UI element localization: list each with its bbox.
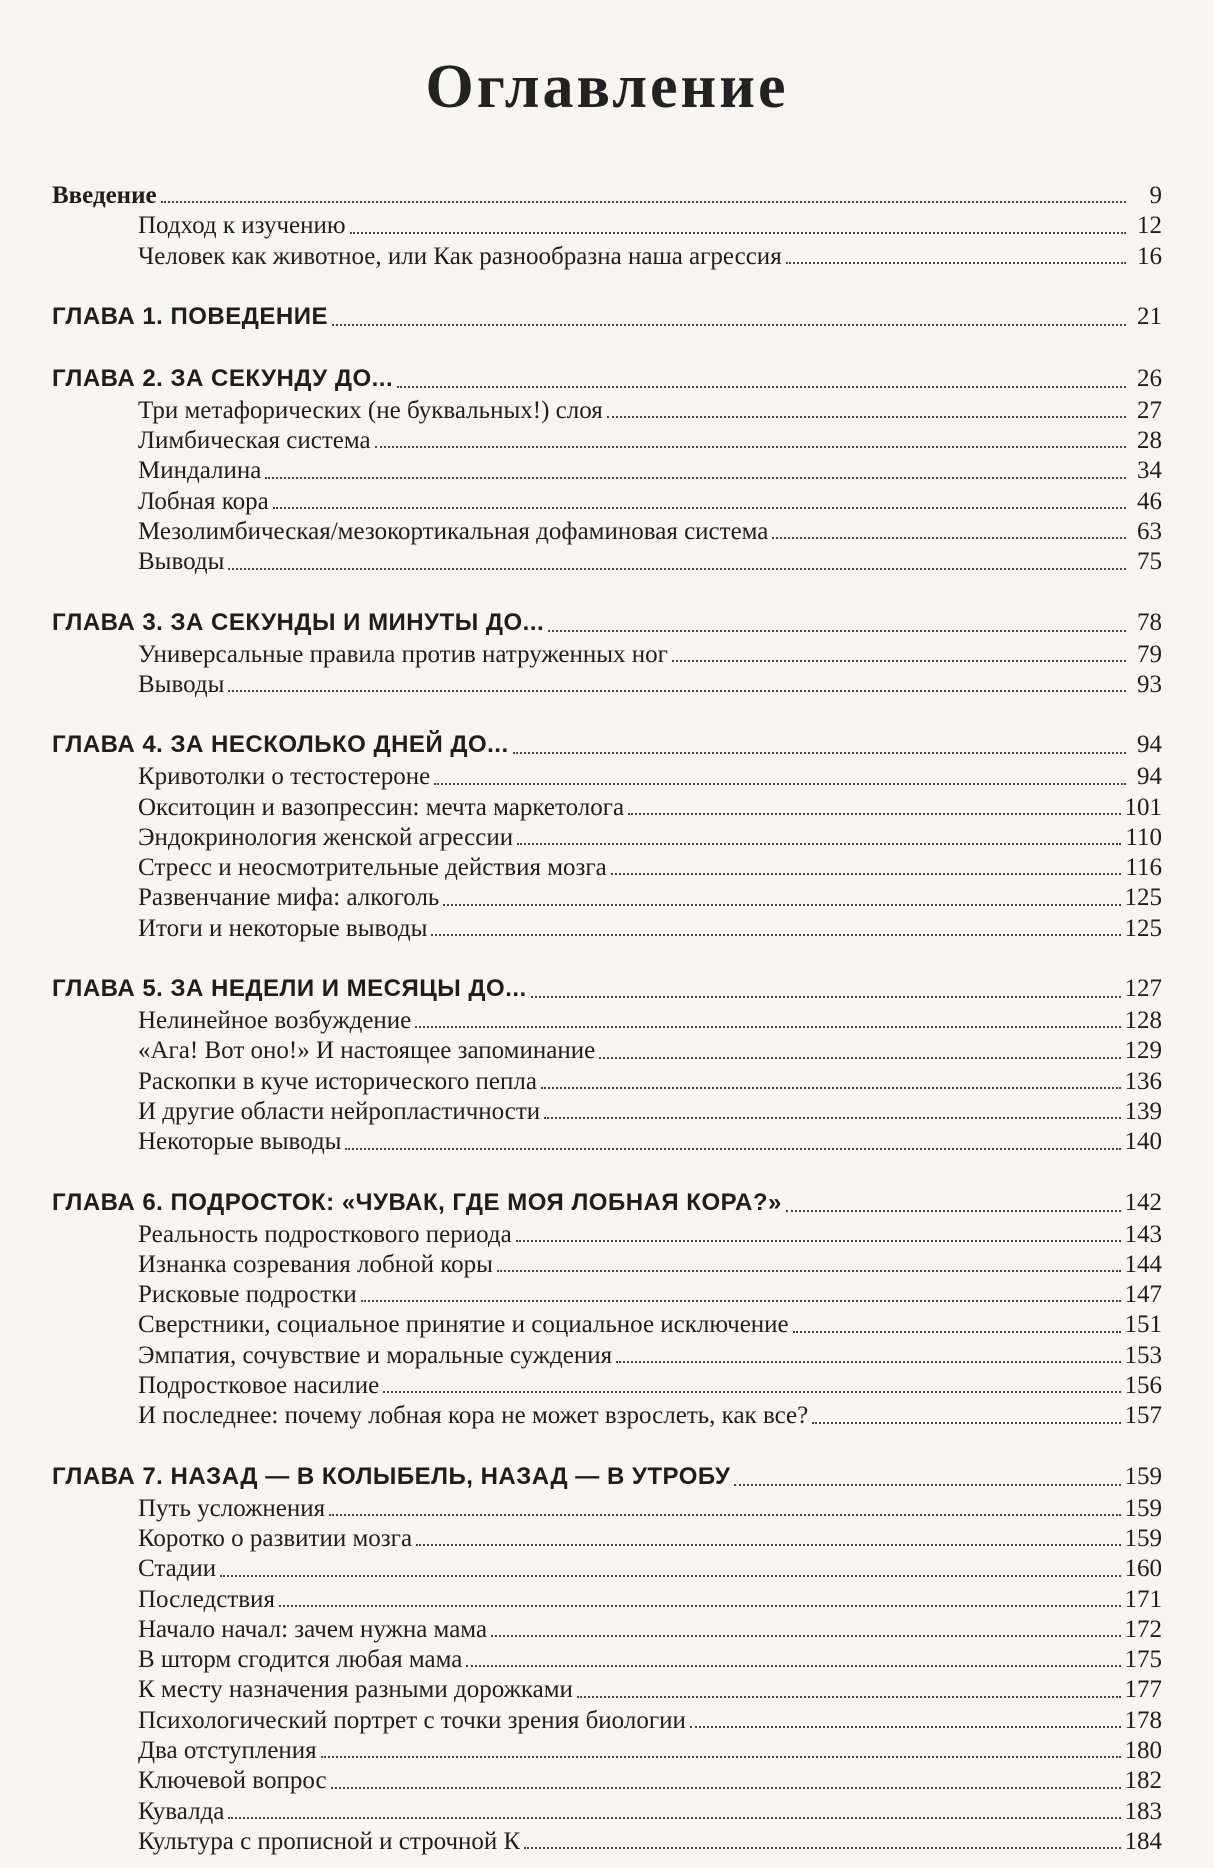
dot-leader (383, 1391, 1120, 1393)
toc-entry-label: «Ага! Вот оно!» И настоящее запоминание (138, 1037, 596, 1065)
dot-leader (734, 1484, 1120, 1486)
toc-entry-label: Рисковые подростки (138, 1281, 357, 1309)
toc-entry-label: Ключевой вопрос (138, 1767, 327, 1795)
dot-leader (161, 201, 1126, 203)
dot-leader (220, 1575, 1120, 1577)
toc-entry-label: Окситоцин и вазопрессин: мечта маркетолога (138, 793, 625, 821)
toc-entry-page-number: 139 (1124, 1097, 1162, 1125)
toc-entry-page-number: 156 (1124, 1372, 1162, 1400)
toc-entry-label: Раскопки в куче исторического пепла (138, 1067, 537, 1095)
toc-entry-label: Итоги и некоторые выводы (138, 914, 428, 942)
toc-entry-page-number: 159 (1124, 1494, 1162, 1522)
toc-entry-page-number: 79 (1137, 640, 1162, 668)
toc-entry-label: И другие области нейропластичности (138, 1097, 541, 1125)
toc-entry-page-number: 27 (1137, 396, 1162, 424)
dot-leader (672, 660, 1126, 662)
toc-entry-page-number: 34 (1137, 457, 1162, 485)
dot-leader (497, 1270, 1121, 1272)
dot-leader (434, 783, 1126, 785)
toc-entry-page-number: 101 (1124, 793, 1162, 821)
toc-entry (52, 883, 1162, 913)
toc-entry (52, 1067, 1162, 1097)
toc-chapter-heading (52, 972, 1162, 1006)
toc-entry-page-number: 116 (1125, 854, 1162, 882)
toc-entry (52, 426, 1162, 456)
toc-entry-page-number: 16 (1137, 242, 1162, 270)
toc-entry-page-number: 157 (1124, 1402, 1162, 1430)
toc-entry (52, 1401, 1162, 1431)
toc-entry (52, 1554, 1162, 1584)
toc-entry (52, 1524, 1162, 1554)
toc-entry-label: Универсальные правила против натруженных ног (138, 640, 668, 668)
dot-leader (279, 1605, 1121, 1607)
toc-entry-page-number: 143 (1124, 1220, 1162, 1248)
toc-entry-page-number: 136 (1124, 1067, 1162, 1095)
dot-leader (541, 1087, 1121, 1089)
toc-entry-page-number: 46 (1137, 487, 1162, 515)
toc-entry-label: Три метафорических (не буквальных!) слоя (138, 396, 603, 424)
toc-section (52, 362, 1162, 578)
toc-entry-label: Последствия (138, 1585, 275, 1613)
dot-leader (577, 1696, 1121, 1698)
toc-chapter-heading-page-number: 21 (1137, 302, 1162, 330)
toc-section (52, 181, 1162, 272)
toc-chapter-heading-label: ГЛАВА 2. ЗА СЕКУНДУ ДО... (52, 364, 394, 392)
dot-leader (524, 1847, 1120, 1849)
toc-chapter-heading (52, 362, 1162, 396)
dot-leader (361, 1300, 1121, 1302)
toc-chapter-heading-page-number: 26 (1137, 364, 1162, 392)
toc-section (52, 728, 1162, 944)
toc-entry (52, 1766, 1162, 1796)
toc-entry-label: Сверстники, социальное принятие и социальное исключение (138, 1311, 789, 1339)
toc-entry-page-number: 151 (1124, 1311, 1162, 1339)
dot-leader (329, 1514, 1120, 1516)
toc-entry-label: Стресс и неосмотрительные действия мозга (138, 854, 607, 882)
toc-entry (52, 1585, 1162, 1615)
toc-chapter-heading (52, 1186, 1162, 1220)
toc-entry-label: Кривотолки о тестостероне (138, 763, 431, 791)
toc-chapter-heading-label: ГЛАВА 4. ЗА НЕСКОЛЬКО ДНЕЙ ДО... (52, 731, 509, 759)
toc-entry-page-number: 159 (1124, 1524, 1162, 1552)
toc-entry-page-number: 110 (1125, 823, 1162, 851)
toc-entry (52, 853, 1162, 883)
toc-entry (52, 823, 1162, 853)
dot-leader (599, 1057, 1120, 1059)
dot-leader (350, 232, 1126, 234)
toc-entry (52, 1494, 1162, 1524)
dot-leader (331, 1787, 1121, 1789)
toc-entry-label: Реальность подросткового периода (138, 1220, 512, 1248)
dot-leader (548, 630, 1126, 632)
toc-entry (52, 793, 1162, 823)
toc-chapter-heading-label: ГЛАВА 3. ЗА СЕКУНДЫ И МИНУТЫ ДО... (52, 608, 545, 636)
toc-entry-label: Эндокринология женской агрессии (138, 823, 514, 851)
toc-entry-label: Некоторые выводы (138, 1128, 342, 1156)
dot-leader (491, 1635, 1120, 1637)
toc-chapter-heading-page-number: 78 (1137, 608, 1162, 636)
toc-entry (52, 1341, 1162, 1371)
toc-entry-label: Психологический портрет с точки зрения биологии (138, 1706, 686, 1734)
toc-entry-page-number: 75 (1137, 548, 1162, 576)
toc-entry-label: Кувалда (138, 1797, 225, 1825)
toc-entry (52, 1706, 1162, 1736)
toc-entry-label: Два отступления (138, 1736, 317, 1764)
toc-section (52, 972, 1162, 1157)
toc-entry-page-number: 63 (1137, 518, 1162, 546)
toc-entry-label: Выводы (138, 670, 225, 698)
dot-leader (345, 1148, 1120, 1150)
toc-chapter-heading (52, 181, 1162, 211)
toc-entry-label: В шторм сгодится любая мама (138, 1646, 463, 1674)
toc-entry-page-number: 28 (1137, 427, 1162, 455)
toc-chapter-heading-label: ГЛАВА 5. ЗА НЕДЕЛИ И МЕСЯЦЫ ДО... (52, 975, 527, 1003)
dot-leader (513, 752, 1126, 754)
dot-leader (332, 324, 1126, 326)
toc-entry-label: Миндалина (138, 457, 262, 485)
toc-entry-page-number: 125 (1124, 914, 1162, 942)
toc-section (52, 300, 1162, 334)
dot-leader (786, 1210, 1121, 1212)
toc-chapter-heading-label: ГЛАВА 6. ПОДРОСТОК: «ЧУВАК, ГДЕ МОЯ ЛОБНАЯ КОРА?» (52, 1188, 782, 1216)
toc-entry (52, 1371, 1162, 1401)
toc-entry (52, 1006, 1162, 1036)
toc-chapter-heading-page-number: 127 (1124, 975, 1162, 1003)
toc-entry-label: Мезолимбическая/мезокортикальная дофаминовая система (138, 518, 769, 546)
toc-entry-label: Культура с прописной и строчной К (138, 1827, 521, 1855)
toc-entry (52, 1250, 1162, 1280)
dot-leader (265, 477, 1126, 479)
toc-entry (52, 242, 1162, 272)
toc-entry-page-number: 180 (1124, 1736, 1162, 1764)
toc-section (52, 1460, 1162, 1858)
toc-entry-label: Коротко о развитии мозга (138, 1524, 413, 1552)
toc-entry-page-number: 175 (1124, 1646, 1162, 1674)
toc-entry (52, 1036, 1162, 1066)
toc-chapter-heading-page-number: 94 (1137, 731, 1162, 759)
toc-entry-label: Подход к изучению (138, 212, 346, 240)
dot-leader (443, 904, 1120, 906)
dot-leader (772, 537, 1126, 539)
toc-entry-label: Стадии (138, 1555, 217, 1583)
dot-leader (431, 934, 1120, 936)
toc-entry (52, 640, 1162, 670)
dot-leader (611, 873, 1122, 875)
toc-entry-page-number: 172 (1124, 1615, 1162, 1643)
table-of-contents (52, 181, 1162, 1857)
dot-leader (690, 1726, 1121, 1728)
toc-entry (52, 1310, 1162, 1340)
toc-entry-label: Изнанка созревания лобной коры (138, 1250, 493, 1278)
toc-entry (52, 762, 1162, 792)
toc-entry-label: Лимбическая система (138, 427, 371, 455)
page-title: Оглавление (425, 53, 789, 121)
toc-chapter-heading (52, 300, 1162, 334)
dot-leader (228, 568, 1126, 570)
toc-entry-label: Выводы (138, 548, 225, 576)
dot-leader (628, 813, 1120, 815)
dot-leader (793, 1331, 1121, 1333)
dot-leader (786, 262, 1126, 264)
toc-entry (52, 1675, 1162, 1705)
toc-entry-page-number: 178 (1124, 1706, 1162, 1734)
dot-leader (228, 1817, 1120, 1819)
toc-chapter-heading-page-number: 9 (1149, 182, 1162, 209)
toc-entry (52, 396, 1162, 426)
toc-chapter-heading (52, 606, 1162, 640)
toc-entry-label: Человек как животное, или Как разнообразна наша агрессия (138, 242, 782, 270)
dot-leader (466, 1665, 1120, 1667)
toc-entry-label: К месту назначения разными дорожками (138, 1676, 573, 1704)
dot-leader (607, 416, 1126, 418)
toc-entry (52, 517, 1162, 547)
toc-entry (52, 1220, 1162, 1250)
toc-entry-page-number: 144 (1124, 1250, 1162, 1278)
toc-entry (52, 1645, 1162, 1675)
toc-chapter-heading (52, 1460, 1162, 1494)
toc-entry (52, 1127, 1162, 1157)
toc-entry-page-number: 171 (1124, 1585, 1162, 1613)
toc-entry (52, 547, 1162, 577)
toc-chapter-heading-label: Введение (52, 182, 157, 209)
toc-entry-page-number: 125 (1124, 884, 1162, 912)
toc-chapter-heading (52, 728, 1162, 762)
toc-entry-page-number: 94 (1137, 763, 1162, 791)
toc-entry-label: Путь усложнения (138, 1494, 326, 1522)
toc-entry (52, 1615, 1162, 1645)
dot-leader (812, 1422, 1120, 1424)
toc-entry-page-number: 140 (1124, 1128, 1162, 1156)
toc-entry-page-number: 153 (1124, 1341, 1162, 1369)
toc-entry-label: Начало начал: зачем нужна мама (138, 1615, 488, 1643)
toc-entry-label: Подростковое насилие (138, 1372, 380, 1400)
toc-entry-page-number: 128 (1124, 1007, 1162, 1035)
toc-section (52, 606, 1162, 701)
toc-entry-page-number: 183 (1124, 1797, 1162, 1825)
toc-entry-page-number: 147 (1124, 1281, 1162, 1309)
toc-entry-page-number: 177 (1124, 1676, 1162, 1704)
toc-chapter-heading-page-number: 142 (1124, 1188, 1162, 1216)
toc-entry (52, 1797, 1162, 1827)
toc-entry (52, 1736, 1162, 1766)
dot-leader (616, 1361, 1120, 1363)
toc-entry-label: Нелинейное возбуждение (138, 1007, 412, 1035)
toc-entry (52, 211, 1162, 241)
toc-entry-page-number: 129 (1124, 1037, 1162, 1065)
toc-chapter-heading-label: ГЛАВА 7. НАЗАД — В КОЛЫБЕЛЬ, НАЗАД — В УТРОБУ (52, 1462, 731, 1490)
toc-entry-label: И последнее: почему лобная кора не может взрослеть, как все? (138, 1402, 809, 1430)
toc-section (52, 1186, 1162, 1432)
dot-leader (531, 996, 1121, 998)
toc-entry-page-number: 93 (1137, 670, 1162, 698)
toc-entry (52, 1280, 1162, 1310)
toc-entry (52, 456, 1162, 486)
toc-entry-page-number: 184 (1124, 1827, 1162, 1855)
toc-chapter-heading-label: ГЛАВА 1. ПОВЕДЕНИЕ (52, 302, 328, 330)
toc-entry-page-number: 182 (1124, 1767, 1162, 1795)
dot-leader (228, 690, 1126, 692)
dot-leader (516, 1240, 1121, 1242)
toc-entry (52, 670, 1162, 700)
toc-entry (52, 487, 1162, 517)
toc-entry-page-number: 160 (1124, 1555, 1162, 1583)
dot-leader (273, 507, 1126, 509)
toc-entry-label: Лобная кора (138, 487, 269, 515)
toc-entry (52, 1097, 1162, 1127)
toc-entry (52, 1827, 1162, 1857)
dot-leader (375, 446, 1126, 448)
toc-entry-label: Эмпатия, сочувствие и моральные суждения (138, 1341, 613, 1369)
toc-entry-label: Развенчание мифа: алкоголь (138, 884, 440, 912)
toc-entry-page-number: 12 (1137, 212, 1162, 240)
dot-leader (517, 843, 1121, 845)
dot-leader (544, 1117, 1120, 1119)
dot-leader (416, 1544, 1120, 1546)
toc-entry (52, 914, 1162, 944)
dot-leader (415, 1026, 1120, 1028)
dot-leader (397, 386, 1126, 388)
toc-chapter-heading-page-number: 159 (1124, 1462, 1162, 1490)
dot-leader (321, 1756, 1121, 1758)
